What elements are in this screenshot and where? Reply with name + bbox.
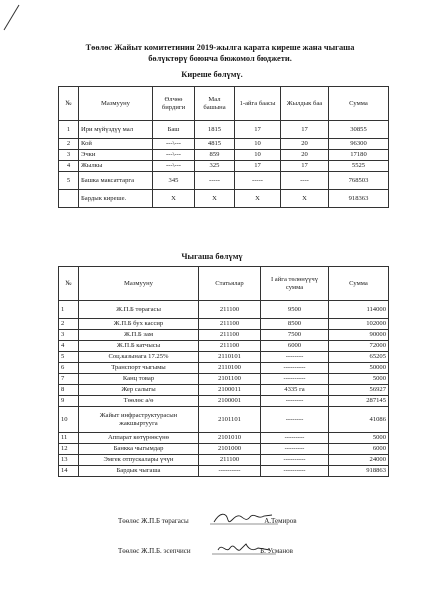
row-month-price: 17 xyxy=(235,161,281,172)
row-article: 2101100 xyxy=(199,374,261,385)
row-heads: ----- xyxy=(195,172,235,190)
table-row xyxy=(59,190,389,208)
row-month-sum: ---------- xyxy=(261,466,329,477)
row-content: Төөлөс а/ө xyxy=(79,396,199,407)
row-content: Транспорт чыгымы xyxy=(79,363,199,374)
row-number xyxy=(59,190,79,208)
row-month-price: 17 xyxy=(235,121,281,139)
row-sum: 114000 xyxy=(329,301,389,319)
row-sum: 72000 xyxy=(329,341,389,352)
income-table xyxy=(58,86,389,208)
row-number: 2 xyxy=(59,139,79,150)
row-month-price: ----- xyxy=(235,172,281,190)
row-month-sum: -------- xyxy=(261,396,329,407)
table-row xyxy=(59,330,389,341)
row-number: 12 xyxy=(59,444,79,455)
expense-col-sum: Сумма xyxy=(329,267,389,301)
chair-handwritten-signature xyxy=(210,508,280,528)
row-content: Аппарат көтүрөөсүнө xyxy=(79,433,199,444)
expense-section-title: Чыгаша бөлүмү xyxy=(181,252,243,261)
table-row xyxy=(59,161,389,172)
row-number: 8 xyxy=(59,385,79,396)
income-col-year-price: Жылдык баа xyxy=(281,87,329,121)
row-year-price: 17 xyxy=(281,161,329,172)
row-month-sum: 9500 xyxy=(261,301,329,319)
chair-name: А.Темиров xyxy=(264,517,297,525)
row-month-price: X xyxy=(235,190,281,208)
row-month-sum: ---------- xyxy=(261,455,329,466)
row-heads: X xyxy=(195,190,235,208)
table-row xyxy=(59,341,389,352)
row-number: 11 xyxy=(59,433,79,444)
row-article: 2101010 xyxy=(199,433,261,444)
row-number: 10 xyxy=(59,407,79,433)
title-line-1: Төөлөс Жайыт комитетинин 2019-жылга карата киреше жана чыгаша xyxy=(85,43,355,52)
row-content: Ж.П.Б төрагасы xyxy=(79,301,199,319)
row-content: Канц товар xyxy=(79,374,199,385)
row-content: Эмгек отпускалары үчүн xyxy=(79,455,199,466)
row-sum: 50000 xyxy=(329,363,389,374)
row-number: 5 xyxy=(59,172,79,190)
row-number: 1 xyxy=(59,301,79,319)
row-sum: 65205 xyxy=(329,352,389,363)
row-content: Бардык чыгаша xyxy=(79,466,199,477)
row-content: Эчки xyxy=(79,150,153,161)
table-row xyxy=(59,121,389,139)
row-article: 211100 xyxy=(199,330,261,341)
table-row xyxy=(59,352,389,363)
row-sum: 96300 xyxy=(329,139,389,150)
row-sum: 287145 xyxy=(329,396,389,407)
accountant-title: Төөлөс Ж.П.Б. эсепчиси xyxy=(118,547,191,555)
pen-stroke-mark xyxy=(2,2,22,32)
row-unit: X xyxy=(153,190,195,208)
row-year-price: 20 xyxy=(281,139,329,150)
row-unit: 345 xyxy=(153,172,195,190)
row-article: 2100001 xyxy=(199,396,261,407)
row-month-price: 10 xyxy=(235,139,281,150)
row-month-sum: -------- xyxy=(261,407,329,433)
table-row xyxy=(59,455,389,466)
row-sum: 918863 xyxy=(329,466,389,477)
table-row xyxy=(59,301,389,319)
row-number: 3 xyxy=(59,150,79,161)
row-unit: ---\--- xyxy=(153,161,195,172)
table-row xyxy=(59,374,389,385)
row-content: Жайыт инфраструктурасын жакшыртууга xyxy=(79,407,199,433)
income-col-sum: Сумма xyxy=(329,87,389,121)
row-year-price: ---- xyxy=(281,172,329,190)
row-article: ---------- xyxy=(199,466,261,477)
row-sum: 5525 xyxy=(329,161,389,172)
expense-col-article: Статьялар xyxy=(199,267,261,301)
row-sum: 918363 xyxy=(329,190,389,208)
row-unit: Баш xyxy=(153,121,195,139)
row-sum: 102000 xyxy=(329,319,389,330)
row-month-sum: --------- xyxy=(261,433,329,444)
row-content: Банкка чыгымдар xyxy=(79,444,199,455)
row-number: 9 xyxy=(59,396,79,407)
row-month-sum: ---------- xyxy=(261,374,329,385)
row-content: Ж.П.Б катчысы xyxy=(79,341,199,352)
table-row xyxy=(59,407,389,433)
table-row xyxy=(59,444,389,455)
row-month-sum: ---------- xyxy=(261,363,329,374)
row-number: 3 xyxy=(59,330,79,341)
row-month-sum: 7500 xyxy=(261,330,329,341)
accountant-handwritten-signature xyxy=(212,538,278,558)
row-sum: 56927 xyxy=(329,385,389,396)
row-content: Кой xyxy=(79,139,153,150)
row-heads: 1815 xyxy=(195,121,235,139)
row-month-sum: -------- xyxy=(261,352,329,363)
row-article: 211100 xyxy=(199,341,261,352)
row-sum: 768503 xyxy=(329,172,389,190)
row-content: Ири мүйүздүү мал xyxy=(79,121,153,139)
row-sum: 17180 xyxy=(329,150,389,161)
row-unit: ---\--- xyxy=(153,139,195,150)
table-row xyxy=(59,396,389,407)
income-col-no: № xyxy=(59,87,79,121)
row-sum: 5000 xyxy=(329,374,389,385)
expense-col-no: № xyxy=(59,267,79,301)
row-content: Жер салыгы xyxy=(79,385,199,396)
row-article: 211100 xyxy=(199,301,261,319)
income-col-unit: Өлчөө бирдиги xyxy=(153,87,195,121)
row-number: 2 xyxy=(59,319,79,330)
expense-col-content: Мазмууну xyxy=(79,267,199,301)
row-content: Бардык киреше. xyxy=(79,190,153,208)
row-article: 2101101 xyxy=(199,407,261,433)
income-col-content: Мазмууну xyxy=(79,87,153,121)
expense-table xyxy=(58,266,389,477)
row-article: 2110101 xyxy=(199,352,261,363)
row-content: Ж.П.Б зам xyxy=(79,330,199,341)
row-number: 1 xyxy=(59,121,79,139)
row-content: Башка максаттарга xyxy=(79,172,153,190)
row-article: 2110100 xyxy=(199,363,261,374)
document-title xyxy=(40,42,400,64)
table-row xyxy=(59,139,389,150)
income-section-title: Киреше бөлүмү. xyxy=(181,70,243,79)
row-month-sum: 8500 xyxy=(261,319,329,330)
row-content: Ж.П.Б бух кассир xyxy=(79,319,199,330)
row-article: 211100 xyxy=(199,455,261,466)
table-row xyxy=(59,172,389,190)
table-row xyxy=(59,433,389,444)
row-number: 6 xyxy=(59,363,79,374)
row-unit: ---\--- xyxy=(153,150,195,161)
table-row xyxy=(59,466,389,477)
row-number: 13 xyxy=(59,455,79,466)
table-row xyxy=(59,150,389,161)
row-content: Соц.казынага 17.25% xyxy=(79,352,199,363)
row-sum: 6000 xyxy=(329,444,389,455)
row-content: Жылкы xyxy=(79,161,153,172)
row-heads: 325 xyxy=(195,161,235,172)
row-sum: 41086 xyxy=(329,407,389,433)
row-month-sum: 4335 га xyxy=(261,385,329,396)
table-row xyxy=(59,385,389,396)
chair-title: Төөлөс Ж.П.Б төрагасы xyxy=(118,517,189,525)
row-sum: 30855 xyxy=(329,121,389,139)
row-sum: 24000 xyxy=(329,455,389,466)
row-year-price: 17 xyxy=(281,121,329,139)
income-col-heads: Мал башына xyxy=(195,87,235,121)
row-article: 2101000 xyxy=(199,444,261,455)
row-article: 211100 xyxy=(199,319,261,330)
row-heads: 859 xyxy=(195,150,235,161)
row-sum: 90000 xyxy=(329,330,389,341)
row-number: 4 xyxy=(59,161,79,172)
row-number: 7 xyxy=(59,374,79,385)
row-number: 4 xyxy=(59,341,79,352)
accountant-name: Б. Усманов xyxy=(260,547,293,555)
row-month-sum: 6000 xyxy=(261,341,329,352)
title-line-2: бөлүктөрү боюнча бюжомол бюджети. xyxy=(148,54,292,63)
expense-col-month-sum: I айга төлөнүүчү сумма xyxy=(261,267,329,301)
row-month-price: 10 xyxy=(235,150,281,161)
row-year-price: X xyxy=(281,190,329,208)
table-row xyxy=(59,363,389,374)
row-number: 14 xyxy=(59,466,79,477)
row-article: 2100011 xyxy=(199,385,261,396)
row-year-price: 20 xyxy=(281,150,329,161)
row-month-sum: --------- xyxy=(261,444,329,455)
table-row xyxy=(59,319,389,330)
row-number: 5 xyxy=(59,352,79,363)
row-sum: 5000 xyxy=(329,433,389,444)
income-col-month-price: 1-айга баасы xyxy=(235,87,281,121)
row-heads: 4815 xyxy=(195,139,235,150)
